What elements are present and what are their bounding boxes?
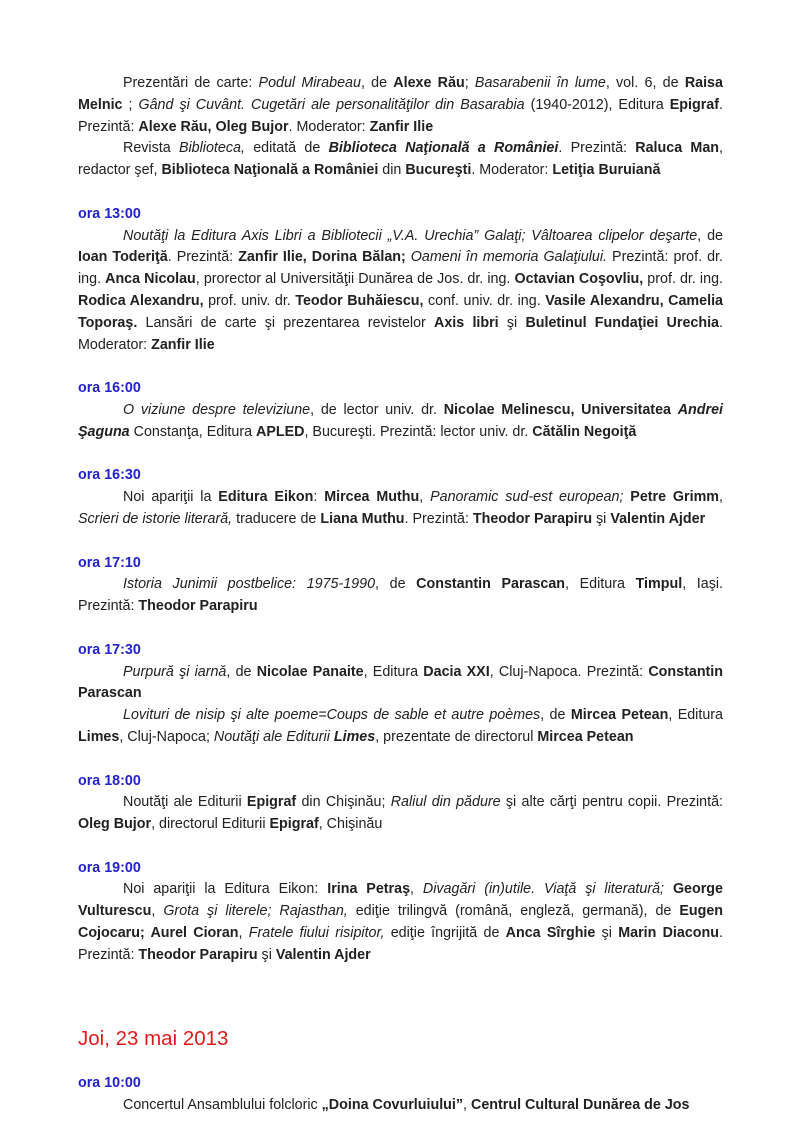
time-label: ora 16:30	[78, 467, 141, 484]
text-run: , prorector al Universităţii Dunărea de Jos. dr. ing.	[195, 271, 515, 288]
text-run: , Chişinău	[318, 816, 383, 833]
text-run: . Prezintă:	[78, 925, 723, 963]
text-run: Theodor Parapiru	[138, 598, 258, 615]
text-run: Vasile Alexandru, Camelia Toporaş.	[78, 292, 723, 331]
text-run: Revista	[123, 140, 179, 157]
text-run: Anca Nicolau	[105, 271, 196, 288]
text-run: , Iaşi. Prezintă:	[78, 576, 724, 615]
text-run: Andrei Şaguna	[78, 401, 723, 440]
text-run: Raisa Melnic	[78, 75, 723, 113]
text-run: , Bucureşti. Prezintă: lector univ. dr.	[304, 423, 533, 440]
text-run: ediţie îngrijită de	[384, 925, 506, 942]
text-run: O viziune despre televiziune	[123, 401, 311, 418]
text-run: , Editura	[565, 576, 636, 593]
text-run: Grota şi literele; Rajasthan,	[163, 903, 348, 920]
paragraph	[78, 1095, 723, 1117]
text-run: Centrul Cultural Dunărea de Jos	[471, 1097, 690, 1114]
text-run: Concertul Ansamblului folcloric	[123, 1097, 322, 1114]
text-run	[664, 881, 673, 897]
text-run: Eugen Cojocaru; Aurel Cioran	[78, 903, 723, 942]
time-label: ora 17:10	[78, 554, 141, 571]
text-run: Oameni în memoria Galaţiului.	[410, 249, 608, 266]
paragraph	[78, 662, 723, 706]
text-run: ,	[238, 925, 249, 942]
text-run: , de lector univ. dr.	[310, 401, 444, 418]
text-run: Bucureşti	[405, 162, 472, 179]
text-run: . Prezintă:	[404, 510, 473, 527]
text-run: Epigraf	[246, 794, 297, 811]
time-label: ora 16:00	[78, 380, 141, 397]
text-run: , de	[375, 576, 417, 593]
text-run: Letiţia Buruiană	[552, 162, 661, 179]
text-run: Mircea Petean	[537, 728, 634, 745]
paragraph	[78, 792, 723, 836]
text-run: Valentin Ajder	[610, 510, 706, 527]
date-heading: Joi, 23 mai 2013	[78, 1026, 229, 1050]
text-run: (1940-2012), Editura	[524, 96, 670, 113]
text-run: Limes	[78, 728, 120, 745]
text-run: :	[313, 489, 325, 506]
text-run: Noi apariţii la Editura Eikon:	[123, 881, 328, 898]
text-run: ,	[419, 489, 431, 506]
text-run: Axis libri	[434, 314, 499, 331]
text-run: Timpul	[635, 576, 683, 593]
text-run: prof. dr. ing.	[643, 271, 723, 288]
text-run: editată de	[244, 140, 329, 157]
text-run: Ioan Toderiţă	[78, 249, 168, 266]
text-run: Zanfir Ilie, Dorina Bălan;	[238, 249, 406, 266]
text-run: şi alte cărţi pentru copii. Prezintă:	[500, 794, 723, 811]
text-run: . Prezintă:	[78, 96, 723, 135]
text-run: ,	[463, 1097, 471, 1114]
text-run: din Chişinău;	[296, 794, 391, 811]
paragraph	[78, 400, 723, 444]
text-run: Dacia XXI	[423, 663, 490, 680]
text-run: Raliul din pădure	[390, 794, 501, 811]
text-run: ,	[151, 903, 164, 920]
text-run: ;	[464, 75, 475, 91]
paragraph	[78, 138, 723, 182]
text-run: , vol. 6, de	[605, 75, 685, 91]
text-run: Buletinul Fundaţiei Urechia	[525, 314, 720, 331]
time-label: ora 17:30	[78, 641, 141, 658]
text-run: . Prezintă:	[558, 140, 636, 157]
time-label: ora 18:00	[78, 772, 141, 789]
text-run: Panoramic sud-est european;	[430, 489, 624, 506]
text-run: prof. univ. dr.	[203, 292, 296, 309]
text-run: Noutăţi la Editura Axis Libri a Bibliotecii „V.A. Urechia” Galaţi; Vâltoarea clipelor deşarte	[123, 227, 698, 244]
text-run: , prezentate de directorul	[375, 728, 538, 745]
text-run: ;	[122, 96, 139, 113]
text-run: , de	[540, 707, 571, 724]
text-run: ,	[719, 489, 723, 506]
text-run: , Editura	[363, 663, 424, 680]
text-run: Oleg Bujor	[78, 816, 152, 833]
text-run: , Editura	[668, 707, 723, 724]
text-run: Mircea Petean	[570, 707, 669, 724]
text-run: şi	[257, 946, 276, 963]
text-run: , Cluj-Napoca;	[119, 728, 214, 745]
text-run: Divagări (in)utile. Viaţă şi literatură;	[422, 881, 665, 898]
text-run: Podul Mirabeau	[258, 75, 361, 91]
text-run: Lovituri de nisip şi alte poeme=Coups de sable et autre poèmes	[123, 707, 541, 724]
text-run: Biblioteca Naţională a României	[161, 162, 379, 179]
text-run: Prezentări de carte:	[123, 75, 259, 91]
text-run: , de	[226, 663, 257, 680]
text-run: Biblioteca,	[178, 140, 245, 157]
text-run: Constanţa, Editura	[129, 423, 257, 440]
document-content	[78, 73, 723, 1117]
text-run: Biblioteca Naţională a României	[328, 140, 559, 157]
text-run: . Moderator:	[288, 118, 370, 135]
text-run: Mircea Muthu	[324, 489, 420, 506]
text-run: ediţie trilingvă (română, engleză, germană), de	[347, 903, 680, 920]
text-run: , directorul Editurii	[151, 816, 270, 833]
text-run: Raluca Man	[635, 140, 720, 157]
text-run: Alexe Rău	[393, 75, 465, 91]
text-run: Limes	[333, 728, 376, 745]
text-run: Constantin Parascan	[78, 663, 724, 702]
text-run: Purpură şi iarnă	[123, 663, 227, 680]
text-run: Marin Diaconu	[618, 925, 719, 942]
text-run: Zanfir Ilie	[369, 118, 434, 135]
text-run: Prezintă: prof. dr. ing.	[78, 249, 723, 288]
text-run: Scrieri de istorie literară,	[78, 510, 233, 527]
text-run: , redactor şef,	[78, 140, 724, 179]
text-run: Alexe Rău, Oleg Bujor	[138, 118, 289, 135]
text-run: Octavian Coşovliu,	[514, 271, 644, 288]
text-run: Noutăţi ale Editurii	[213, 728, 334, 745]
text-run: George Vulturescu	[78, 881, 723, 920]
paragraph	[78, 705, 723, 749]
text-run: Cătălin Negoiţă	[532, 423, 637, 440]
text-run: din	[378, 162, 406, 179]
time-label: ora 13:00	[78, 205, 141, 222]
text-run: Liana Muthu	[320, 510, 405, 527]
text-run: Lansări de carte şi prezentarea revistelor	[137, 314, 435, 331]
text-run: şi	[595, 925, 619, 942]
time-label: ora 10:00	[78, 1075, 141, 1092]
text-run: Istoria Junimii postbelice: 1975-1990	[123, 576, 376, 593]
text-run: Noi apariţii la	[123, 489, 219, 506]
text-run: Theodor Parapiru	[138, 946, 258, 963]
text-run: conf. univ. dr. ing.	[423, 292, 546, 309]
text-run: Basarabenii în lume	[474, 75, 606, 91]
time-label: ora 19:00	[78, 859, 141, 876]
text-run: APLED	[256, 423, 305, 440]
text-run: Theodor Parapiru	[472, 510, 593, 527]
text-run: Constantin Parascan	[416, 576, 566, 593]
text-run: „Doina Covurluiului”	[321, 1097, 464, 1114]
paragraph	[78, 487, 723, 531]
text-run: ,	[410, 881, 423, 898]
text-run: Valentin Ajder	[275, 946, 371, 963]
text-run: traducere de	[232, 510, 321, 527]
paragraph	[78, 226, 723, 357]
text-run: şi	[592, 510, 611, 527]
text-run: şi	[498, 314, 526, 331]
paragraph	[78, 879, 723, 966]
text-run: Noutăţi ale Editurii	[123, 794, 247, 811]
text-run: Editura Eikon	[218, 489, 314, 506]
text-run: Nicolae Panaite	[256, 663, 364, 680]
paragraph	[78, 73, 723, 138]
text-run: Nicolae Melinescu, Universitatea	[443, 401, 678, 418]
text-run: , Cluj-Napoca. Prezintă:	[489, 663, 649, 680]
text-run: Fratele fiului risipitor,	[248, 925, 385, 942]
text-run: Rodica Alexandru,	[78, 292, 204, 309]
text-run: . Moderator:	[78, 314, 723, 353]
text-run: Petre Grimm	[630, 489, 720, 506]
text-run: Anca Sîrghie	[505, 925, 596, 942]
text-run: Gând şi Cuvânt. Cugetări ale personalităţilor din Basarabia	[138, 96, 525, 113]
text-run: , de	[697, 227, 723, 244]
text-run: Epigraf	[269, 816, 319, 833]
text-run: . Prezintă:	[167, 249, 239, 266]
paragraph	[78, 574, 723, 618]
text-run: , de	[360, 75, 394, 91]
text-run: Epigraf	[669, 96, 719, 113]
text-run: . Moderator:	[471, 162, 553, 179]
text-run: Irina Petraş	[327, 881, 411, 898]
text-run: Zanfir Ilie	[151, 336, 215, 353]
text-run: Teodor Buhăiescu,	[295, 292, 424, 309]
